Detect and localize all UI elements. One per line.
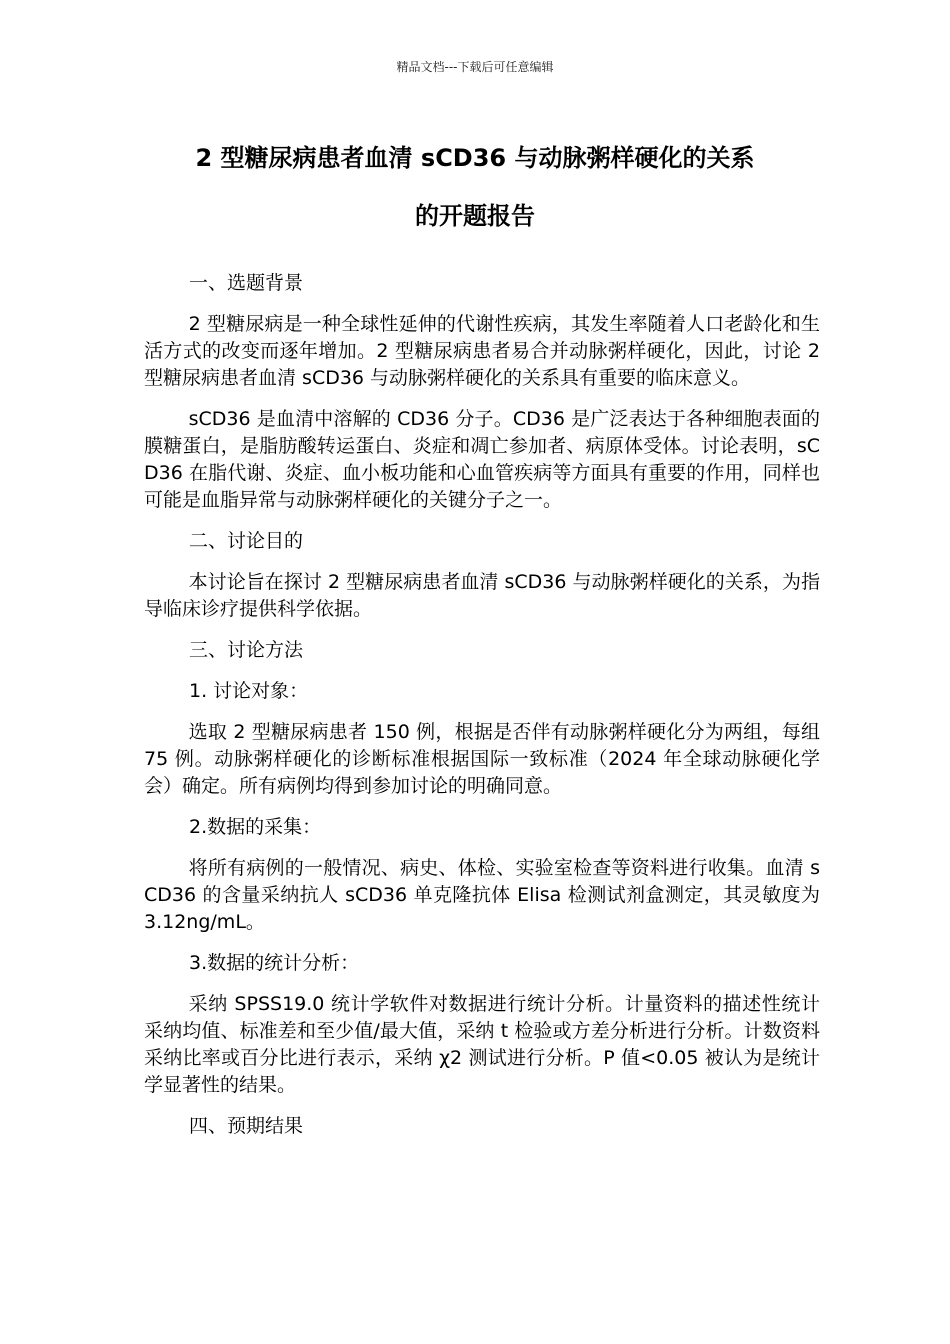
subheading-statistics: 3.数据的统计分析： [189,952,360,974]
document-body [144,270,820,1154]
paragraph-statistics: 采纳 SPSS19.0 统计学软件对数据进行统计分析。计量资料的描述性统计采纳均值、标准差和至少值/最大值，采纳 t 检验或方差分析进行分析。计数资料采纳比率或百分比进行表示，采纳 χ2 测试进行分析。P 值<0.05 被认为是统计学显著性的结果。 [144,993,820,1096]
document-title-line-2: 的开题报告 [415,202,535,230]
subheading-subjects: 1. 讨论对象： [189,680,309,702]
paragraph-purpose: 本讨论旨在探讨 2 型糖尿病患者血清 sCD36 与动脉粥样硬化的关系，为指导临床诊疗提供科学依据。 [144,571,820,620]
section-heading-background: 一、选题背景 [189,272,304,294]
subheading-data-collection: 2.数据的采集： [189,816,322,838]
header-note: 精品文档---下载后可任意编辑 [396,60,554,74]
paragraph-data-collection: 将所有病例的一般情况、病史、体检、实验室检查等资料进行收集。血清 sCD36 的含量采纳抗人 sCD36 单克隆抗体 Elisa 检测试剂盒测定，其灵敏度为 3.12ng/mL。 [144,857,820,933]
paragraph-background-1: 2 型糖尿病是一种全球性延伸的代谢性疾病，其发生率随着人口老龄化和生活方式的改变而逐年增加。2 型糖尿病患者易合并动脉粥样硬化，因此，讨论 2 型糖尿病患者血清 sCD36 与动脉粥样硬化的关系具有重要的临床意义。 [144,313,820,389]
section-heading-expected-results: 四、预期结果 [189,1115,304,1137]
paragraph-subjects: 选取 2 型糖尿病患者 150 例，根据是否伴有动脉粥样硬化分为两组，每组 75 例。动脉粥样硬化的诊断标准根据国际一致标准（2024 年全球动脉硬化学会）确定。所有病例均得到参加讨论的明确同意。 [144,721,820,797]
section-heading-methods: 三、讨论方法 [189,639,304,661]
section-heading-purpose: 二、讨论目的 [189,530,304,552]
paragraph-background-2: sCD36 是血清中溶解的 CD36 分子。CD36 是广泛表达于各种细胞表面的膜糖蛋白，是脂肪酸转运蛋白、炎症和凋亡参加者、病原体受体。讨论表明，sCD36 在脂代谢、炎症、血小板功能和心血管疾病等方面具有重要的作用，同样也可能是血脂异常与动脉粥样硬化的关键分子之一。 [144,408,820,511]
document-title-line-1: 2 型糖尿病患者血清 sCD36 与动脉粥样硬化的关系 [195,144,755,172]
